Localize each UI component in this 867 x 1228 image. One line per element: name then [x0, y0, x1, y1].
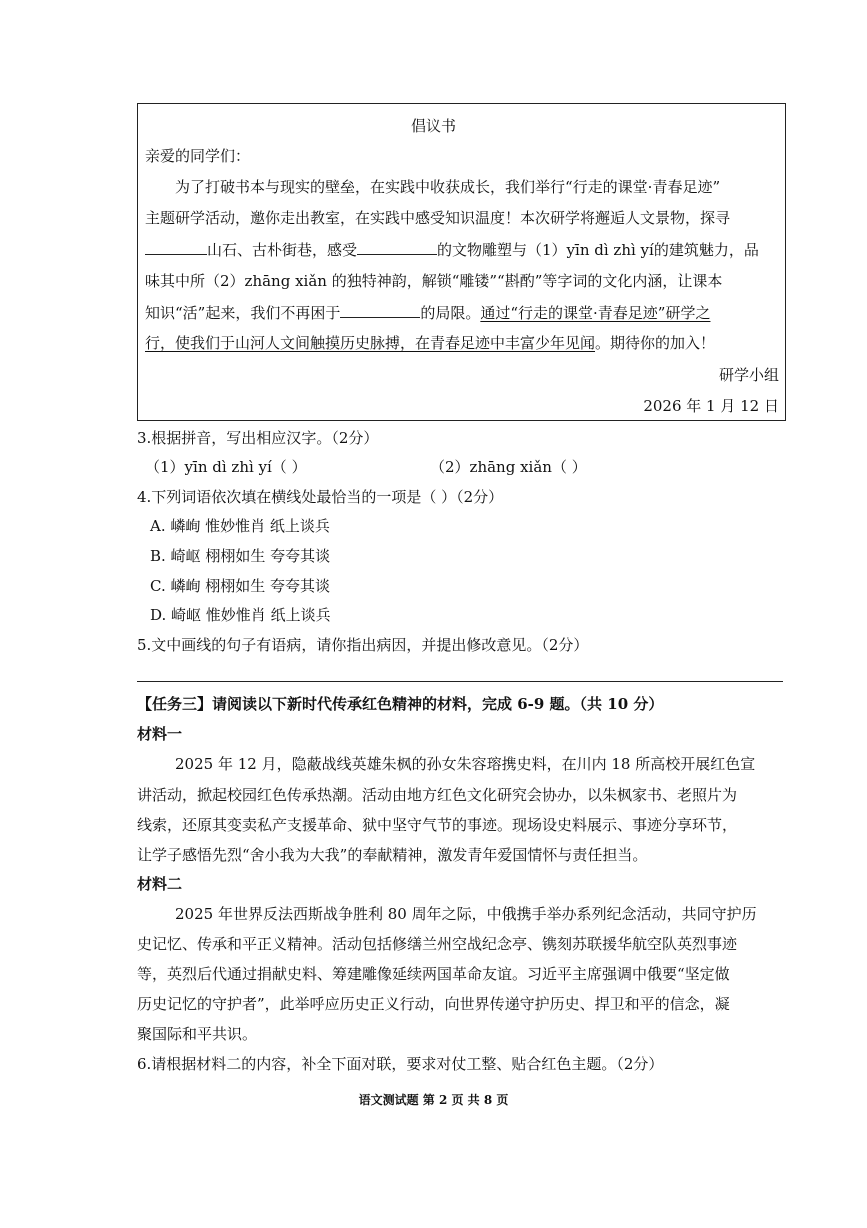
letter-date: 2026 年 1 月 12 日 [643, 397, 779, 415]
fill-blank-2[interactable] [357, 238, 437, 255]
letter-line-4: 味其中所（2）zhāng xiǎn 的独特神韵，解锁“雕镂”“斟酌”等字词的文化内涵，让课本 [145, 272, 723, 290]
material-1-line: 让学子感悟先烈“舍小我为大我”的奉献精神，激发青年爱国情怀与责任担当。 [137, 846, 648, 864]
question-4-option-c[interactable]: C. 嶙峋 栩栩如生 夸夸其谈 [150, 577, 331, 595]
question-3-item-2[interactable]: （2）zhāng xiǎn（ ） [430, 458, 587, 476]
question-4-option-a[interactable]: A. 嶙峋 惟妙惟肖 纸上谈兵 [150, 517, 330, 535]
letter-title: 倡议书 [410, 117, 456, 135]
letter-signature: 研学小组 [718, 366, 779, 384]
question-3-stem: 3.根据拼音，写出相应汉字。（2分） [137, 429, 379, 447]
material-2-line: 2025 年世界反法西斯战争胜利 80 周年之际，中俄携手举办系列纪念活动，共同守护历 [175, 905, 757, 923]
material-2-line: 史记忆、传承和平正义精神。活动包括修缮兰州空战纪念亭、镌刻苏联援华航空队英烈事迹 [137, 935, 738, 953]
letter-line-2: 主题研学活动，邀你走出教室，在实践中感受知识温度！本次研学将邂逅人文景物，探寻 [145, 209, 731, 227]
question-3-item-1[interactable]: （1）yīn dì zhì yí（ ） [145, 458, 307, 476]
letter-line-5: 知识“活”起来，我们不再困于 的局限。通过“行走的课堂·青春足迹”研学之 [145, 301, 710, 324]
letter-line-6: 行，使我们于山河人文间触摸历史脉搏，在青春足迹中丰富少年见闻。期待你的加入！ [145, 334, 716, 352]
material-2-title: 材料二 [137, 875, 183, 893]
question-5-stem: 5.文中画线的句子有语病，请你指出病因，并提出修改意见。（2分） [137, 636, 589, 654]
question-4-option-b[interactable]: B. 崎岖 栩栩如生 夸夸其谈 [150, 547, 331, 565]
material-1-title: 材料一 [137, 725, 183, 743]
letter-line-3: 山石、古朴街巷，感受 的文物雕塑与（1）yīn dì zhì yí的建筑魅力，品 [145, 238, 759, 261]
material-1-line: 讲活动，掀起校园红色传承热潮。活动由地方红色文化研究会协办，以朱枫家书、老照片为 [137, 786, 738, 804]
task-3-heading: 【任务三】请阅读以下新时代传承红色精神的材料，完成 6-9 题。（共 10 分） [137, 695, 664, 713]
material-2-line: 聚国际和平共识。 [137, 1025, 258, 1043]
question-4-stem: 4.下列词语依次填在横线处最恰当的一项是（ ）（2分） [137, 488, 504, 506]
material-2-line: 历史记忆的守护者”，此举呼应历史正义行动，向世界传递守护历史、捍卫和平的信念，凝 [137, 995, 730, 1013]
section-divider [137, 681, 783, 682]
question-4-option-d[interactable]: D. 崎岖 惟妙惟肖 纸上谈兵 [150, 606, 331, 624]
material-1-line: 2025 年 12 月，隐蔽战线英雄朱枫的孙女朱容瑢携史料，在川内 18 所高校开展红色宣 [175, 755, 756, 773]
page-footer: 语文测试题 第 2 页 共 8 页 [358, 1093, 509, 1107]
underlined-sentence-part-2: 行，使我们于山河人文间触摸历史脉搏，在青春足迹中丰富少年见闻 [145, 334, 596, 352]
underlined-sentence-part-1: 通过“行走的课堂·青春足迹”研学之 [480, 304, 711, 322]
fill-blank-3[interactable] [340, 301, 420, 318]
material-1-line: 线索，还原其变卖私产支援革命、狱中坚守气节的事迹。现场设史料展示、事迹分享环节， [137, 816, 738, 834]
question-6-stem: 6.请根据材料二的内容，补全下面对联，要求对仗工整、贴合红色主题。（2分） [137, 1055, 664, 1073]
fill-blank-1[interactable] [145, 238, 207, 255]
material-2-line: 等，英烈后代通过捐献史料、筹建雕像延续两国革命友谊。习近平主席强调中俄要“坚定做 [137, 965, 730, 983]
letter-line-1: 为了打破书本与现实的壁垒，在实践中收获成长，我们举行“行走的课堂·青春足迹” [175, 178, 721, 196]
letter-salutation: 亲爱的同学们： [145, 147, 251, 165]
